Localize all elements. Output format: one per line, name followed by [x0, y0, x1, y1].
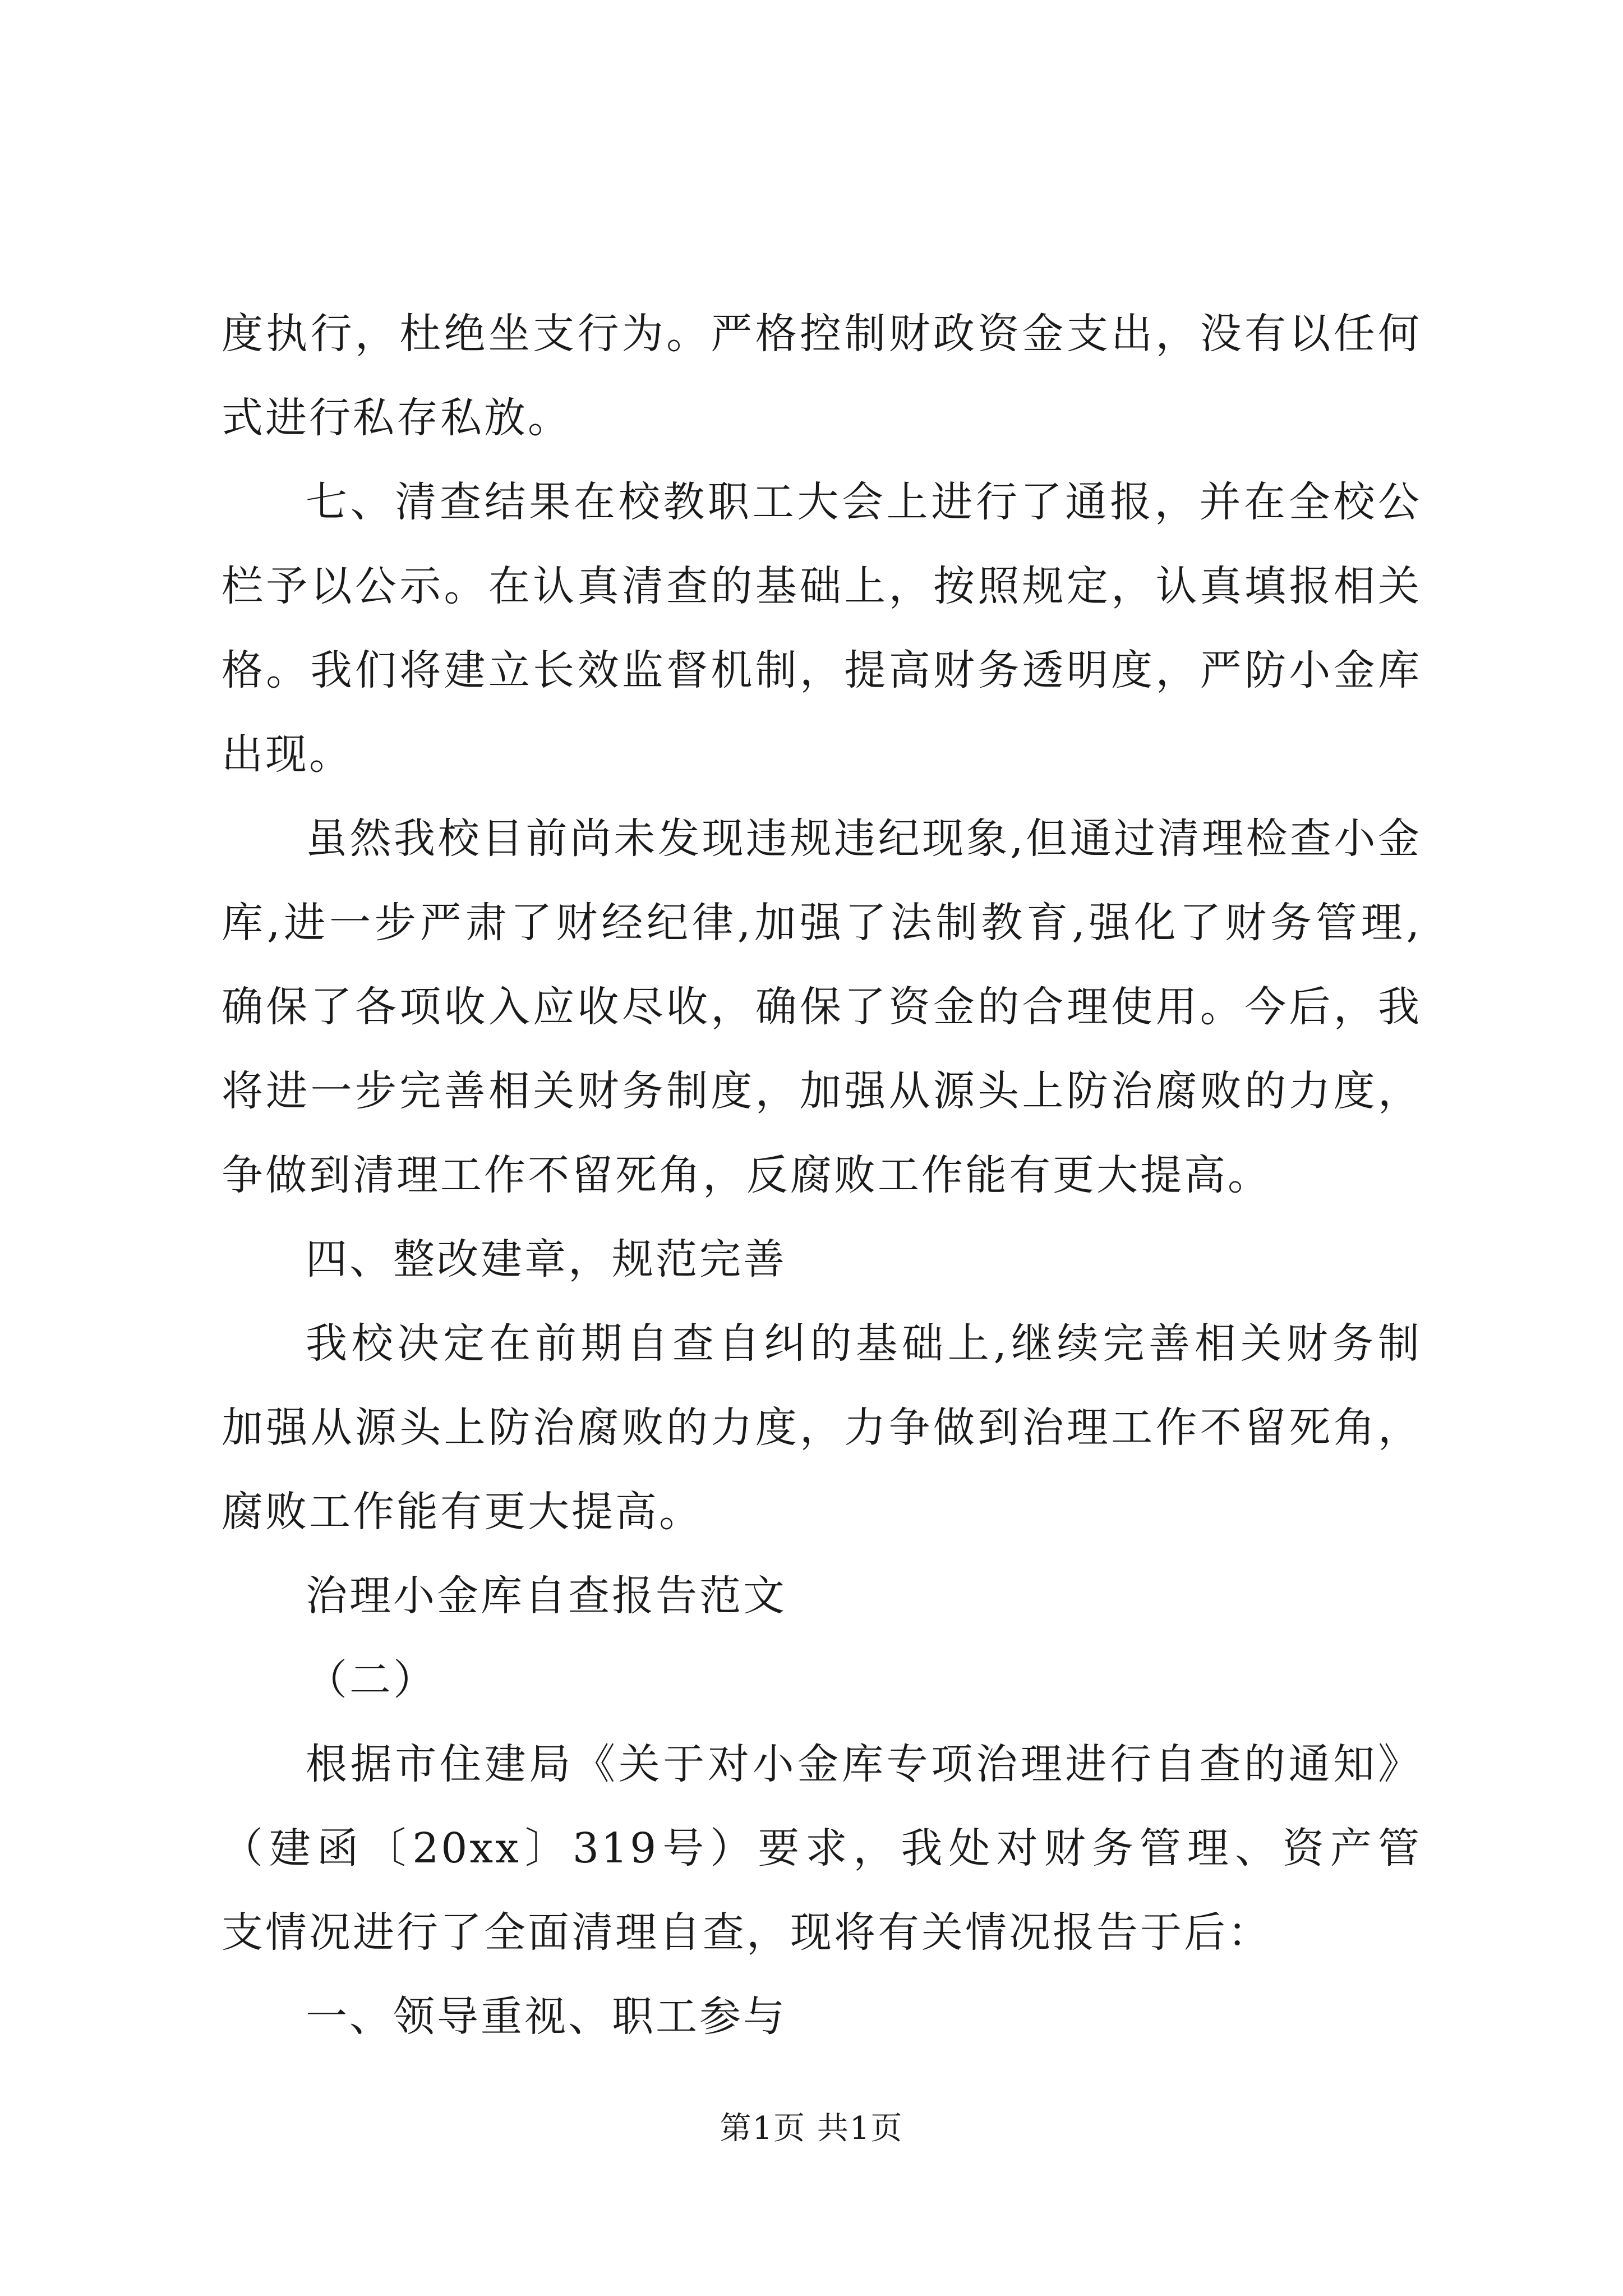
section-heading-1: 一、领导重视、职工参与 — [306, 1993, 787, 2041]
body-line: 栏予以公示。在认真清查的基础上，按照规定，认真填报相关 — [222, 562, 1422, 610]
body-line: 将进一步完善相关财务制度，加强从源头上防治腐败的力度， — [222, 1067, 1422, 1115]
body-line: 式进行私存私放。 — [222, 394, 571, 442]
body-line: 格。我们将建立长效监督机制，提高财务透明度，严防小金库 — [222, 646, 1422, 694]
body-line: 腐败工作能有更大提高。 — [222, 1488, 703, 1536]
body-line: 争做到清理工作不留死角，反腐败工作能有更大提高。 — [222, 1151, 1271, 1199]
article-title: 治理小金库自查报告范文 — [306, 1572, 787, 1620]
paragraph-heading-7: 七、清查结果在校教职工大会上进行了通报，并在全校公 — [306, 478, 1422, 526]
body-line: 根据市住建局《关于对小金库专项治理进行自查的通知》 — [306, 1740, 1422, 1788]
article-subtitle: （二） — [306, 1656, 437, 1704]
page-footer: 第1页 共1页 — [720, 2110, 903, 2147]
body-line: （建函〔20xx〕319号）要求，我处对财务管理、资产管 — [222, 1824, 1422, 1872]
body-line: 度执行，杜绝坐支行为。严格控制财政资金支出，没有以任何 — [222, 310, 1422, 358]
section-heading-4: 四、整改建章，规范完善 — [306, 1235, 787, 1283]
body-line: 库,进一步严肃了财经纪律,加强了法制教育,强化了财务管理, — [222, 899, 1422, 947]
body-line: 我校决定在前期自查自纠的基础上,继续完善相关财务制 — [306, 1319, 1422, 1368]
body-line: 支情况进行了全面清理自查，现将有关情况报告于后： — [222, 1908, 1271, 1957]
body-line: 虽然我校目前尚未发现违规违纪现象,但通过清理检查小金 — [306, 815, 1422, 863]
body-line: 出现。 — [222, 730, 353, 779]
body-line: 确保了各项收入应收尽收，确保了资金的合理使用。今后，我 — [222, 983, 1422, 1031]
body-line: 加强从源头上防治腐败的力度，力争做到治理工作不留死角， — [222, 1404, 1422, 1452]
